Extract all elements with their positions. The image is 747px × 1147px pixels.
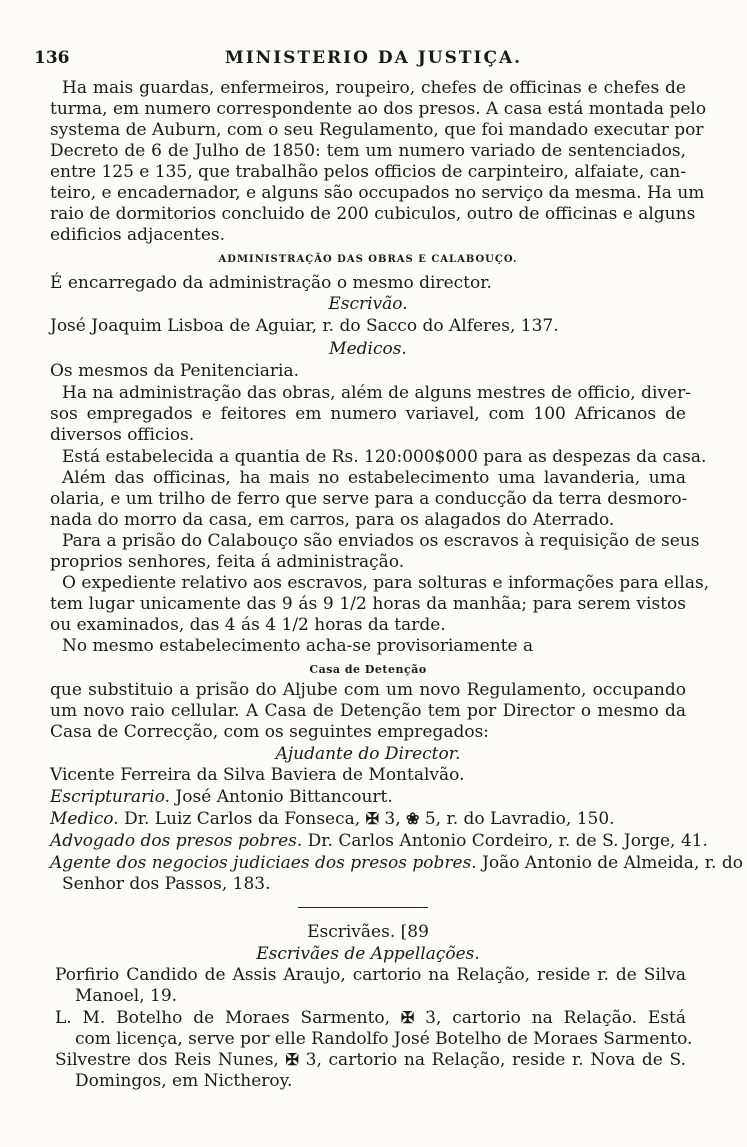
text-line: Ha mais guardas, enfermeiros, roupeiro, chefes de officinas e chefes de [62,78,686,98]
entry-line [50,787,686,807]
text-line: Casa de Correcção, com os seguintes empregados: [50,722,490,742]
text-line: Os mesmos da Penitenciaria. [50,361,300,381]
text-line: nada do morro da casa, em carros, para os alagados do Aterrado. [50,510,615,530]
entry-line: Medico. Dr. Luiz Carlos da Fonseca, ✠ 3, ❀ 5, r. do Lavradio, 150. [50,809,615,829]
entry-role: Escripturario. [50,787,171,807]
entry-line [50,853,743,873]
text-line: Para a prisão do Calabouço são enviados os escravos à requisição de seus [62,531,700,551]
text-line: teiro, e encadernador, e alguns são occupados no serviço da mesma. Ha um [50,183,705,203]
text-line: um novo raio cellular. A Casa de Detenção tem por Director o mesmo da [50,701,686,721]
text-line: Domingos, em Nictheroy. [75,1071,293,1091]
text-line: Manoel, 19. [75,986,178,1006]
text-line: Além das officinas, ha mais no estabelecimento uma lavanderia, uma [62,468,686,488]
order-cross-icon: ✠ [400,1008,415,1027]
section-heading: Casa de Detenção [309,663,427,676]
entry-value: João Antonio de Almeida, r. do [482,853,743,873]
order-cross-icon: ✠ [285,1050,299,1069]
text-line: proprios senhores, feita á administração. [50,552,405,572]
text-line: O expediente relativo aos escravos, para solturas e informações para ellas, [62,573,710,593]
running-header [34,48,713,72]
page-title: MINISTERIO DA JUSTIÇA. [224,48,523,68]
subheading: Ajudante do Director. [275,744,461,764]
order-cross-icon: ✠ [365,809,379,828]
text-line: Decreto de 6 de Julho de 1850: tem um numero variado de sentenciados, [50,141,686,161]
subheading: Medicos. [329,339,407,359]
order-rose-icon: ❀ [406,809,420,828]
text-line: com licença, serve por elle Randolfo José Botelho de Moraes Sarmento. [75,1029,693,1049]
entry-value: Dr. Luiz Carlos da Fonseca, [124,809,366,829]
text-line: Ha na administração das obras, além de alguns mestres de officio, diver- [62,383,691,403]
entry-line: Silvestre dos Reis Nunes, ✠ 3, cartorio na Relação, reside r. Nova de S. [55,1050,687,1070]
text-line: raio de dormitorios concluido de 200 cubiculos, outro de officinas e alguns [50,204,696,224]
entry-line: L. M. Botelho de Moraes Sarmento, ✠ 3, cartorio na Relação. Está [55,1008,686,1028]
text-line: edificios adjacentes. [50,225,226,245]
text-line: No mesmo estabelecimento acha-se provisoriamente a [62,636,534,656]
subheading: Escrivão. [328,294,408,314]
text-line: olaria, e um trilho de ferro que serve para a conducção da terra desmoro- [50,489,688,509]
text-line: Vicente Ferreira da Silva Baviera de Montalvão. [50,765,465,785]
entry-value: Dr. Carlos Antonio Cordeiro, r. de S. Jorge, 41. [307,831,708,851]
text-line: É encarregado da administração o mesmo director. [50,273,492,293]
text-line: sos empregados e feitores em numero variavel, com 100 Africanos de [50,404,686,424]
section-heading: ADMINISTRAÇÃO DAS OBRAS E CALABOUÇO. [218,254,518,265]
subheading: Escrivães de Appellações. [256,944,480,964]
page-number: 136 [34,48,70,68]
text-line: tem lugar unicamente das 9 ás 9 1/2 horas da manhãa; para serem vistos [50,594,686,614]
section-heading: Escrivães. [89 [307,922,429,942]
entry-role: Agente dos negocios judiciaes dos presos pobres. [50,853,477,873]
text-line: systema de Auburn, com o seu Regulamento, que foi mandado executar por [50,120,704,140]
entry-role: Advogado dos presos pobres. [50,831,303,851]
text-line: José Joaquim Lisboa de Aguiar, r. do Sacco do Alferes, 137. [50,316,559,336]
text-line: diversos officios. [50,425,195,445]
text-line: Senhor dos Passos, 183. [62,874,271,894]
section-divider [298,907,428,908]
text-line: entre 125 e 135, que trabalhão pelos officios de carpinteiro, alfaiate, can- [50,162,686,182]
text-line: ou examinados, das 4 ás 4 1/2 horas da tarde. [50,615,446,635]
text-line: turma, em numero correspondente ao dos presos. A casa está montada pelo [50,99,707,119]
entry-value: José Antonio Bittancourt. [175,787,393,807]
entry-role: Medico. [50,809,119,829]
entry-line [50,831,708,851]
text-line: Está estabelecida a quantia de Rs. 120:000$000 para as despezas da casa. [62,447,707,467]
text-line: que substituio a prisão do Aljube com um novo Regulamento, occupando [50,680,686,700]
text-line: Porfirio Candido de Assis Araujo, cartorio na Relação, reside r. de Silva [55,965,686,985]
